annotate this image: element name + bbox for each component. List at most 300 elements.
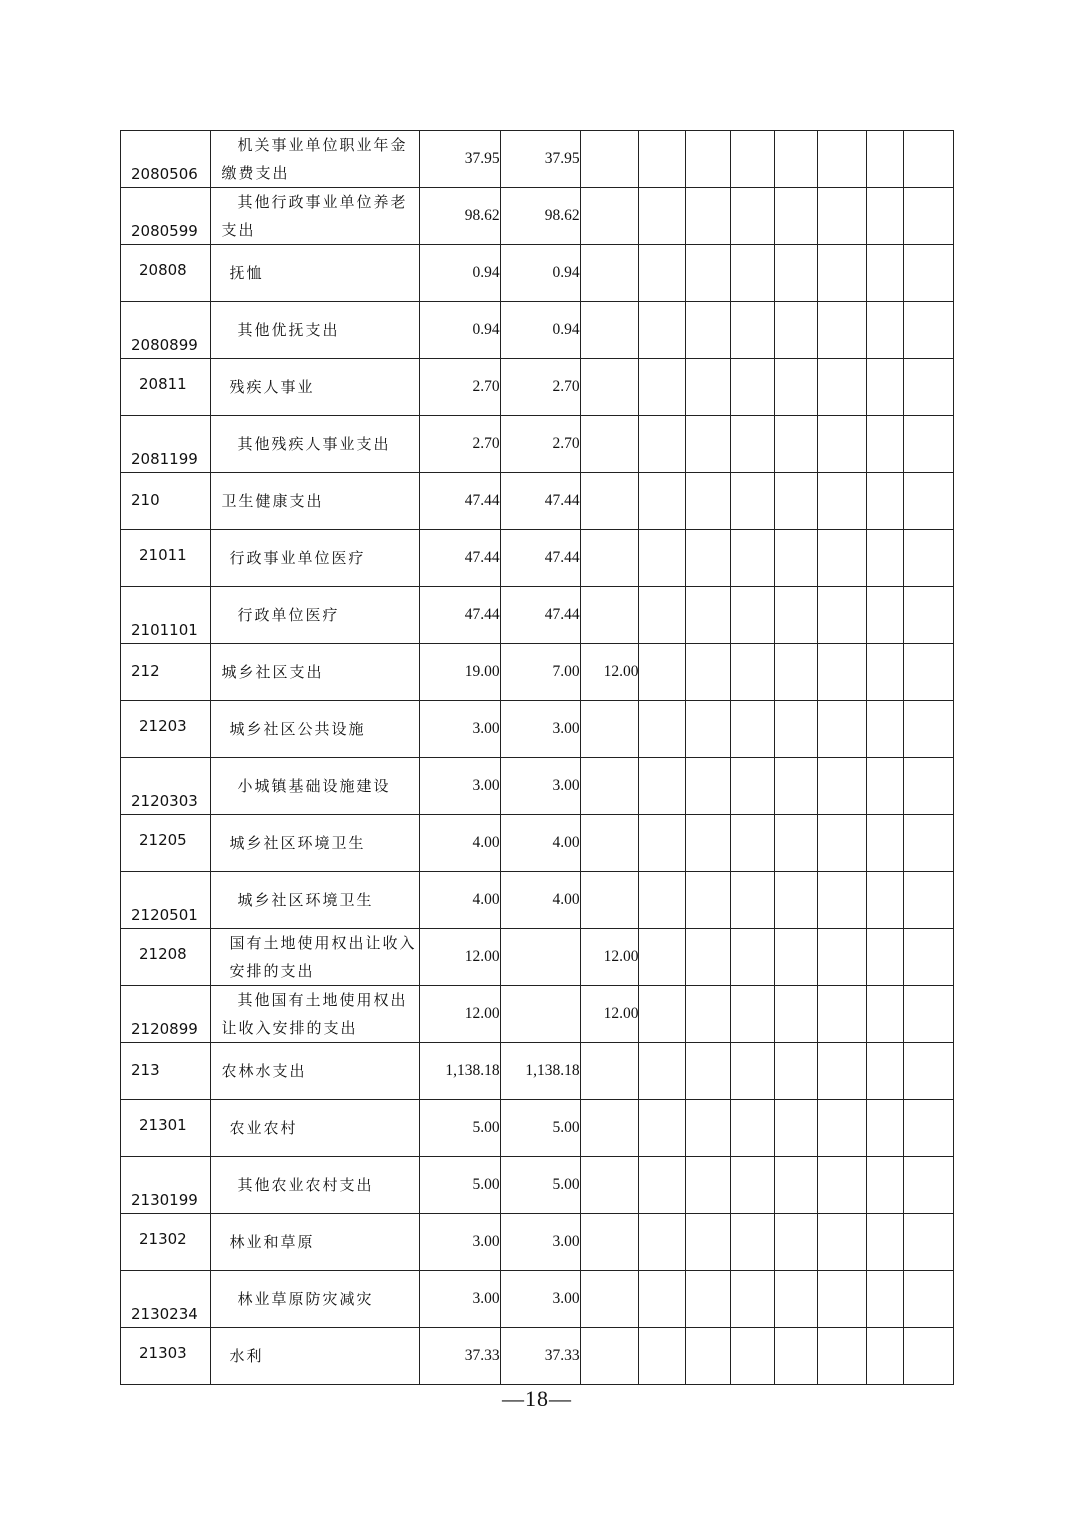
empty-cell	[818, 1157, 866, 1214]
empty-cell	[866, 872, 904, 929]
basic-amount-cell: 4.00	[500, 815, 580, 872]
subject-name: 卫生健康支出	[221, 492, 324, 510]
subject-name-cell	[211, 644, 419, 701]
table-row	[121, 245, 954, 302]
empty-cell	[639, 302, 685, 359]
empty-cell	[685, 701, 730, 758]
subject-code-cell	[121, 986, 211, 1043]
empty-cell	[904, 245, 954, 302]
budget-expenditure-table	[120, 130, 954, 1385]
empty-cell	[775, 929, 818, 986]
empty-cell	[866, 473, 904, 530]
empty-cell	[639, 644, 685, 701]
empty-cell	[818, 644, 866, 701]
subject-code: 20811	[139, 375, 187, 393]
basic-amount-cell: 37.95	[500, 131, 580, 188]
basic-amount-cell: 0.94	[500, 245, 580, 302]
total-amount-cell: 37.33	[419, 1328, 500, 1385]
project-amount-cell: 12.00	[580, 986, 639, 1043]
table-row	[121, 302, 954, 359]
project-amount-cell	[580, 872, 639, 929]
table-row	[121, 188, 954, 245]
empty-cell	[775, 131, 818, 188]
basic-amount-cell: 47.44	[500, 473, 580, 530]
empty-cell	[685, 302, 730, 359]
empty-cell	[904, 416, 954, 473]
table-row	[121, 1271, 954, 1328]
empty-cell	[685, 530, 730, 587]
subject-name: 行政单位医疗	[237, 606, 340, 624]
empty-cell	[685, 872, 730, 929]
total-amount-cell: 37.95	[419, 131, 500, 188]
empty-cell	[775, 872, 818, 929]
subject-code: 2120501	[131, 906, 198, 924]
empty-cell	[685, 473, 730, 530]
subject-name: 小城镇基础设施建设	[237, 777, 391, 795]
subject-name: 其他国有土地使用权出让收入安排的支出	[221, 991, 408, 1037]
basic-amount-cell: 3.00	[500, 1214, 580, 1271]
table-row	[121, 815, 954, 872]
basic-amount-cell: 37.33	[500, 1328, 580, 1385]
empty-cell	[818, 416, 866, 473]
total-amount-cell: 5.00	[419, 1157, 500, 1214]
empty-cell	[866, 701, 904, 758]
total-amount-cell: 5.00	[419, 1100, 500, 1157]
project-amount-cell	[580, 1100, 639, 1157]
empty-cell	[775, 302, 818, 359]
empty-cell	[730, 473, 774, 530]
subject-code: 213	[131, 1061, 160, 1079]
subject-name-cell	[211, 1100, 419, 1157]
empty-cell	[904, 1157, 954, 1214]
empty-cell	[639, 416, 685, 473]
empty-cell	[639, 1271, 685, 1328]
basic-amount-cell: 3.00	[500, 701, 580, 758]
subject-name-cell	[211, 1157, 419, 1214]
empty-cell	[775, 758, 818, 815]
empty-cell	[685, 1100, 730, 1157]
empty-cell	[866, 302, 904, 359]
empty-cell	[730, 872, 774, 929]
empty-cell	[818, 587, 866, 644]
table-row	[121, 644, 954, 701]
subject-name-cell	[211, 587, 419, 644]
table-row	[121, 131, 954, 188]
empty-cell	[904, 758, 954, 815]
empty-cell	[904, 872, 954, 929]
empty-cell	[866, 131, 904, 188]
total-amount-cell: 12.00	[419, 929, 500, 986]
empty-cell	[775, 1157, 818, 1214]
empty-cell	[730, 188, 774, 245]
subject-code-cell	[121, 758, 211, 815]
empty-cell	[818, 302, 866, 359]
subject-name: 农林水支出	[221, 1062, 307, 1080]
project-amount-cell	[580, 530, 639, 587]
empty-cell	[639, 245, 685, 302]
table-row	[121, 1043, 954, 1100]
empty-cell	[685, 245, 730, 302]
empty-cell	[730, 1271, 774, 1328]
subject-code-cell	[121, 131, 211, 188]
project-amount-cell	[580, 701, 639, 758]
project-amount-cell	[580, 473, 639, 530]
empty-cell	[685, 359, 730, 416]
subject-code: 210	[131, 491, 160, 509]
empty-cell	[904, 1043, 954, 1100]
basic-amount-cell: 5.00	[500, 1157, 580, 1214]
empty-cell	[639, 1328, 685, 1385]
subject-code: 2130234	[131, 1305, 198, 1323]
empty-cell	[775, 1214, 818, 1271]
subject-code: 21303	[139, 1344, 187, 1362]
total-amount-cell: 47.44	[419, 530, 500, 587]
empty-cell	[904, 359, 954, 416]
empty-cell	[685, 1157, 730, 1214]
project-amount-cell: 12.00	[580, 644, 639, 701]
subject-name: 国有土地使用权出让收入安排的支出	[229, 934, 417, 980]
subject-code: 2120899	[131, 1020, 198, 1038]
empty-cell	[730, 1214, 774, 1271]
empty-cell	[818, 701, 866, 758]
empty-cell	[639, 188, 685, 245]
subject-name: 行政事业单位医疗	[229, 549, 366, 567]
empty-cell	[685, 1214, 730, 1271]
empty-cell	[775, 473, 818, 530]
basic-amount-cell: 0.94	[500, 302, 580, 359]
empty-cell	[818, 758, 866, 815]
project-amount-cell	[580, 1157, 639, 1214]
subject-name: 机关事业单位职业年金缴费支出	[221, 136, 408, 182]
table-row	[121, 701, 954, 758]
empty-cell	[639, 131, 685, 188]
subject-code: 21302	[139, 1230, 187, 1248]
project-amount-cell	[580, 815, 639, 872]
basic-amount-cell	[500, 929, 580, 986]
subject-code: 2081199	[131, 450, 198, 468]
table-row	[121, 929, 954, 986]
empty-cell	[866, 644, 904, 701]
table-row	[121, 758, 954, 815]
subject-name: 城乡社区公共设施	[229, 720, 366, 738]
project-amount-cell	[580, 302, 639, 359]
empty-cell	[639, 1043, 685, 1100]
empty-cell	[685, 644, 730, 701]
empty-cell	[730, 1043, 774, 1100]
empty-cell	[730, 131, 774, 188]
empty-cell	[866, 188, 904, 245]
empty-cell	[818, 1271, 866, 1328]
empty-cell	[730, 929, 774, 986]
empty-cell	[730, 758, 774, 815]
total-amount-cell: 3.00	[419, 1214, 500, 1271]
project-amount-cell	[580, 758, 639, 815]
table-row	[121, 530, 954, 587]
basic-amount-cell: 5.00	[500, 1100, 580, 1157]
basic-amount-cell: 2.70	[500, 416, 580, 473]
table-row	[121, 359, 954, 416]
empty-cell	[775, 359, 818, 416]
empty-cell	[685, 416, 730, 473]
subject-code-cell	[121, 872, 211, 929]
empty-cell	[775, 1043, 818, 1100]
empty-cell	[866, 587, 904, 644]
table-row	[121, 1100, 954, 1157]
table-row	[121, 587, 954, 644]
total-amount-cell: 0.94	[419, 302, 500, 359]
total-amount-cell: 4.00	[419, 815, 500, 872]
empty-cell	[685, 1043, 730, 1100]
empty-cell	[904, 188, 954, 245]
subject-code: 2080506	[131, 165, 198, 183]
empty-cell	[639, 815, 685, 872]
empty-cell	[685, 929, 730, 986]
empty-cell	[730, 986, 774, 1043]
subject-code-cell	[121, 644, 211, 701]
empty-cell	[730, 245, 774, 302]
empty-cell	[866, 1100, 904, 1157]
project-amount-cell	[580, 245, 639, 302]
subject-name-cell	[211, 473, 419, 530]
empty-cell	[639, 1157, 685, 1214]
subject-code-cell	[121, 359, 211, 416]
subject-code: 2130199	[131, 1191, 198, 1209]
empty-cell	[639, 929, 685, 986]
subject-code-cell	[121, 1328, 211, 1385]
table-row	[121, 1157, 954, 1214]
empty-cell	[866, 530, 904, 587]
subject-name-cell	[211, 302, 419, 359]
empty-cell	[818, 1214, 866, 1271]
subject-code-cell	[121, 1100, 211, 1157]
empty-cell	[730, 302, 774, 359]
empty-cell	[818, 1043, 866, 1100]
empty-cell	[775, 416, 818, 473]
subject-code-cell	[121, 1214, 211, 1271]
empty-cell	[685, 587, 730, 644]
subject-name: 林业草原防灾减灾	[237, 1290, 374, 1308]
empty-cell	[685, 986, 730, 1043]
subject-code: 21011	[139, 546, 187, 564]
project-amount-cell	[580, 131, 639, 188]
empty-cell	[730, 701, 774, 758]
subject-code: 212	[131, 662, 160, 680]
basic-amount-cell: 47.44	[500, 530, 580, 587]
subject-code: 2080899	[131, 336, 198, 354]
subject-code-cell	[121, 302, 211, 359]
page-number: —18—	[502, 1386, 572, 1411]
project-amount-cell	[580, 359, 639, 416]
subject-code: 21208	[139, 945, 187, 963]
subject-name-cell	[211, 986, 419, 1043]
empty-cell	[904, 644, 954, 701]
project-amount-cell	[580, 587, 639, 644]
subject-code-cell	[121, 530, 211, 587]
basic-amount-cell: 98.62	[500, 188, 580, 245]
empty-cell	[904, 701, 954, 758]
empty-cell	[775, 188, 818, 245]
basic-amount-cell: 1,138.18	[500, 1043, 580, 1100]
empty-cell	[866, 245, 904, 302]
basic-amount-cell: 2.70	[500, 359, 580, 416]
total-amount-cell: 47.44	[419, 473, 500, 530]
subject-code: 21203	[139, 717, 187, 735]
subject-name-cell	[211, 872, 419, 929]
project-amount-cell	[580, 1043, 639, 1100]
empty-cell	[775, 245, 818, 302]
table-row	[121, 986, 954, 1043]
subject-code: 21301	[139, 1116, 187, 1134]
total-amount-cell: 3.00	[419, 701, 500, 758]
empty-cell	[639, 530, 685, 587]
subject-code: 2120303	[131, 792, 198, 810]
empty-cell	[818, 530, 866, 587]
total-amount-cell: 2.70	[419, 416, 500, 473]
subject-code-cell	[121, 188, 211, 245]
project-amount-cell: 12.00	[580, 929, 639, 986]
subject-name-cell	[211, 1214, 419, 1271]
empty-cell	[818, 986, 866, 1043]
subject-code-cell	[121, 587, 211, 644]
subject-name-cell	[211, 416, 419, 473]
empty-cell	[730, 530, 774, 587]
empty-cell	[730, 815, 774, 872]
total-amount-cell: 12.00	[419, 986, 500, 1043]
empty-cell	[904, 1328, 954, 1385]
empty-cell	[866, 986, 904, 1043]
project-amount-cell	[580, 1214, 639, 1271]
empty-cell	[730, 416, 774, 473]
subject-code: 2080599	[131, 222, 198, 240]
subject-code: 20808	[139, 261, 187, 279]
empty-cell	[685, 1271, 730, 1328]
empty-cell	[866, 1157, 904, 1214]
empty-cell	[685, 815, 730, 872]
empty-cell	[866, 1214, 904, 1271]
subject-name: 其他优抚支出	[237, 321, 340, 339]
subject-name: 城乡社区环境卫生	[237, 891, 374, 909]
project-amount-cell	[580, 1271, 639, 1328]
subject-code: 21205	[139, 831, 187, 849]
subject-name: 城乡社区环境卫生	[229, 834, 366, 852]
empty-cell	[904, 815, 954, 872]
empty-cell	[904, 530, 954, 587]
subject-name: 水利	[229, 1347, 264, 1365]
subject-name-cell	[211, 1271, 419, 1328]
total-amount-cell: 47.44	[419, 587, 500, 644]
basic-amount-cell: 3.00	[500, 758, 580, 815]
empty-cell	[775, 701, 818, 758]
subject-name: 农业农村	[229, 1119, 298, 1137]
table-row	[121, 872, 954, 929]
subject-code-cell	[121, 929, 211, 986]
table-row	[121, 1214, 954, 1271]
subject-name: 城乡社区支出	[221, 663, 324, 681]
subject-name: 残疾人事业	[229, 378, 315, 396]
empty-cell	[685, 1328, 730, 1385]
project-amount-cell	[580, 416, 639, 473]
subject-code-cell	[121, 416, 211, 473]
empty-cell	[818, 473, 866, 530]
subject-code-cell	[121, 815, 211, 872]
empty-cell	[818, 872, 866, 929]
subject-code-cell	[121, 1271, 211, 1328]
empty-cell	[818, 815, 866, 872]
empty-cell	[904, 929, 954, 986]
project-amount-cell	[580, 188, 639, 245]
total-amount-cell: 4.00	[419, 872, 500, 929]
total-amount-cell: 0.94	[419, 245, 500, 302]
empty-cell	[730, 644, 774, 701]
basic-amount-cell	[500, 986, 580, 1043]
empty-cell	[866, 359, 904, 416]
empty-cell	[904, 1100, 954, 1157]
table-row	[121, 1328, 954, 1385]
total-amount-cell: 2.70	[419, 359, 500, 416]
empty-cell	[866, 1328, 904, 1385]
subject-code: 2101101	[131, 621, 198, 639]
empty-cell	[818, 1100, 866, 1157]
table-row	[121, 473, 954, 530]
subject-name-cell	[211, 1328, 419, 1385]
total-amount-cell: 19.00	[419, 644, 500, 701]
basic-amount-cell: 47.44	[500, 587, 580, 644]
subject-name-cell	[211, 758, 419, 815]
empty-cell	[775, 1271, 818, 1328]
basic-amount-cell: 3.00	[500, 1271, 580, 1328]
empty-cell	[775, 1328, 818, 1385]
empty-cell	[685, 131, 730, 188]
empty-cell	[730, 1328, 774, 1385]
subject-name: 抚恤	[229, 264, 264, 282]
subject-name-cell	[211, 245, 419, 302]
total-amount-cell: 1,138.18	[419, 1043, 500, 1100]
subject-name: 其他残疾人事业支出	[237, 435, 391, 453]
project-amount-cell	[580, 1328, 639, 1385]
subject-name-cell	[211, 359, 419, 416]
empty-cell	[775, 644, 818, 701]
empty-cell	[639, 1100, 685, 1157]
empty-cell	[639, 587, 685, 644]
empty-cell	[639, 473, 685, 530]
empty-cell	[639, 359, 685, 416]
empty-cell	[818, 929, 866, 986]
subject-name-cell	[211, 929, 419, 986]
empty-cell	[904, 302, 954, 359]
subject-name-cell	[211, 701, 419, 758]
subject-name-cell	[211, 1043, 419, 1100]
empty-cell	[866, 1043, 904, 1100]
empty-cell	[685, 758, 730, 815]
table-row	[121, 416, 954, 473]
empty-cell	[639, 986, 685, 1043]
empty-cell	[904, 587, 954, 644]
empty-cell	[775, 1100, 818, 1157]
empty-cell	[775, 815, 818, 872]
total-amount-cell: 3.00	[419, 758, 500, 815]
empty-cell	[775, 587, 818, 644]
empty-cell	[866, 929, 904, 986]
total-amount-cell: 98.62	[419, 188, 500, 245]
empty-cell	[730, 1157, 774, 1214]
subject-code-cell	[121, 245, 211, 302]
empty-cell	[818, 359, 866, 416]
empty-cell	[904, 473, 954, 530]
empty-cell	[866, 815, 904, 872]
empty-cell	[866, 1271, 904, 1328]
subject-code-cell	[121, 473, 211, 530]
subject-name: 其他行政事业单位养老支出	[221, 193, 408, 239]
